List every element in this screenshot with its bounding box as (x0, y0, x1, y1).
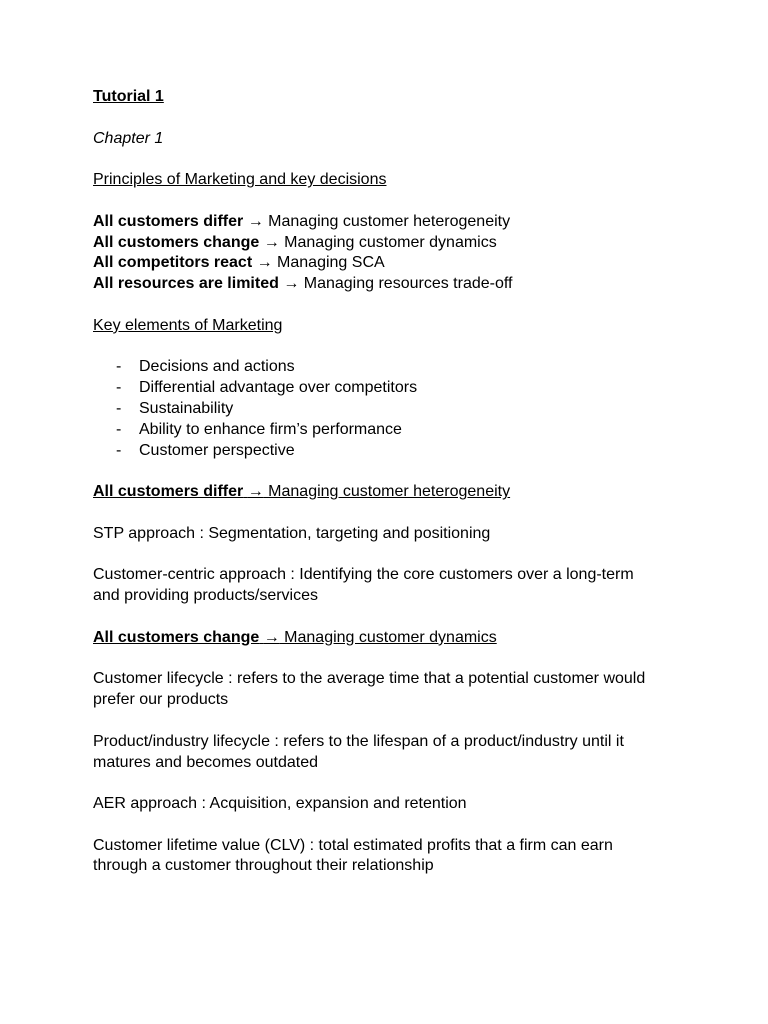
arrow-icon: → (256, 254, 273, 272)
list-item (93, 378, 693, 399)
arrow-icon: → (247, 212, 264, 230)
principles-heading: Principles of Marketing and key decisions (93, 171, 387, 189)
clv-paragraph-cont: through a customer throughout their relationship (93, 857, 434, 875)
list-item-text: Ability to enhance firm’s performance (139, 420, 402, 438)
list-item-text: Customer perspective (139, 441, 295, 459)
customer-lifecycle-paragraph: Customer lifecycle : refers to the average time that a potential customer would (93, 670, 646, 688)
principle-text: Managing SCA (272, 254, 385, 272)
document-title: Tutorial 1 (93, 88, 164, 105)
bullet-dash: - (116, 441, 122, 459)
principle-text: Managing resources trade-off (299, 275, 513, 293)
arrow-icon: → (283, 275, 300, 293)
section-heading-change (93, 628, 693, 649)
principle-text: Managing customer heterogeneity (263, 212, 511, 230)
section-heading-bold: All customers differ (93, 483, 244, 501)
arrow-icon: → (263, 233, 280, 251)
principle-row (93, 233, 693, 254)
list-item (93, 399, 693, 420)
list-item-text: Decisions and actions (139, 358, 295, 376)
clv-paragraph: Customer lifetime value (CLV) : total estimated profits that a firm can earn (93, 836, 613, 854)
list-item-text: Sustainability (139, 399, 234, 417)
arrow-icon: → (263, 628, 280, 646)
principle-text: Managing customer dynamics (279, 233, 497, 251)
aer-paragraph: AER approach : Acquisition, expansion and retention (93, 795, 467, 813)
list-item (93, 420, 693, 441)
arrow-icon: → (247, 483, 264, 501)
section-heading-bold: All customers change (93, 628, 260, 646)
bullet-dash: - (116, 379, 122, 397)
list-item (93, 441, 693, 462)
chapter-label: Chapter 1 (93, 129, 164, 147)
list-item (93, 357, 693, 378)
principle-row (93, 212, 693, 233)
bullet-dash: - (116, 420, 122, 438)
principle-bold: All resources are limited (93, 275, 279, 293)
principle-bold: All customers change (93, 233, 260, 251)
section-heading-differ (93, 482, 693, 503)
customer-centric-paragraph: Customer-centric approach : Identifying the core customers over a long-term (93, 566, 634, 584)
key-elements-heading: Key elements of Marketing (93, 316, 283, 334)
product-lifecycle-paragraph: Product/industry lifecycle : refers to the lifespan of a product/industry until it (93, 732, 624, 750)
document-page (93, 87, 693, 877)
list-item-text: Differential advantage over competitors (139, 379, 418, 397)
bullet-dash: - (116, 358, 122, 376)
customer-lifecycle-paragraph-cont: prefer our products (93, 691, 229, 709)
product-lifecycle-paragraph-cont: matures and becomes outdated (93, 753, 319, 771)
principle-row (93, 274, 693, 295)
bullet-dash: - (116, 399, 122, 417)
customer-centric-paragraph-cont: and providing products/services (93, 587, 319, 605)
section-heading-text: Managing customer dynamics (279, 628, 497, 646)
principle-bold: All competitors react (93, 254, 253, 272)
principle-bold: All customers differ (93, 212, 244, 230)
section-heading-text: Managing customer heterogeneity (263, 483, 511, 501)
stp-paragraph: STP approach : Segmentation, targeting and positioning (93, 524, 491, 542)
principle-row (93, 253, 693, 274)
